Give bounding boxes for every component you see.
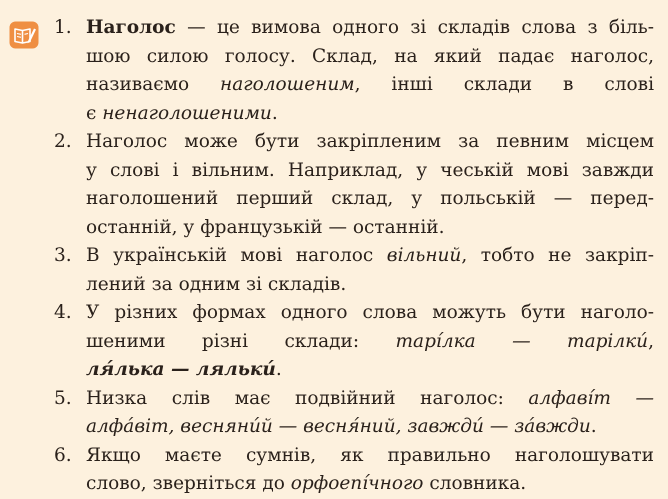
term-italic: наголошеним [220,74,355,95]
rule-number: 3. [54,245,72,266]
rule-number: 5. [54,387,72,409]
rule-line [86,128,654,157]
text-segment: , інші склади в слові [354,74,654,95]
text-segment: , [648,330,654,352]
rule-item [48,242,654,299]
rule-line [86,271,654,300]
text-segment: шою силою голосу. Склад, на який падає наголос, [86,45,654,67]
text-segment: . [590,416,597,437]
text-segment: є [86,102,103,124]
rule-line [86,299,654,328]
rule-line [86,43,654,72]
text-segment: — це вимова одного зі складів слова з біль- [175,17,654,38]
rule-line [86,413,654,442]
rule-line [86,385,654,414]
term-bold: Наголос [86,17,176,38]
text-segment: словника. [423,473,527,494]
text-segment: лений за одним зі складів. [86,273,347,295]
text-segment: . [271,102,278,124]
rule-line [86,356,654,385]
term-italic: ненаголошеними [102,102,272,124]
rule-line [86,242,654,271]
text-segment: У різних формах одного слова можуть бути наголо- [86,302,654,323]
text-segment: останній, у французькій — останній. [86,216,445,238]
text-segment: наголошений перший склад, у польській — перед- [86,188,654,209]
rule-number: 1. [54,17,72,38]
rules-list [48,14,654,499]
text-segment: у слові і вільним. Наприклад, у чеській мові завжди [86,159,654,181]
rule-item [48,442,654,499]
rule-line [86,442,654,471]
notebook-pen-icon [9,21,39,49]
rule-number: 6. [54,444,72,466]
term-italic: тарі́лка — тарілки́ [395,330,649,352]
term-italic: алфаві́т — [528,387,654,409]
rule-item [48,299,654,385]
text-segment: , тобто не закріп- [461,245,654,266]
rule-number: 4. [54,302,72,323]
term-bold-italic: ля́лька — ляльки́ [86,359,276,380]
rule-line [86,71,654,100]
term-italic: вільний [386,245,462,266]
term-italic: алфа́віт, весняни́й — весня́ний, завжди́ — за́вжди [86,416,591,437]
rule-line [86,100,654,129]
text-segment: Якщо маєте сумнів, як правильно наголошувати [86,444,654,466]
text-segment: Низка слів має подвійний наголос: [86,387,529,409]
rule-line [86,157,654,186]
rule-line [86,470,654,499]
rule-line [86,214,654,243]
rule-number: 2. [54,131,72,152]
rule-item [48,14,654,128]
text-segment: шеними різні склади: [86,330,396,352]
text-segment: . [275,359,282,380]
text-segment: слово, зверніться до [86,473,291,494]
rule-line [86,328,654,357]
rule-line [86,14,654,43]
rule-item [48,128,654,242]
text-segment: В українській мові наголос [86,245,387,266]
text-segment: називаємо [86,74,221,95]
rule-item [48,385,654,442]
term-italic: орфоепі́чного [290,473,424,494]
rule-line [86,185,654,214]
text-segment: Наголос може бути закріпленим за певним місцем [86,131,654,152]
